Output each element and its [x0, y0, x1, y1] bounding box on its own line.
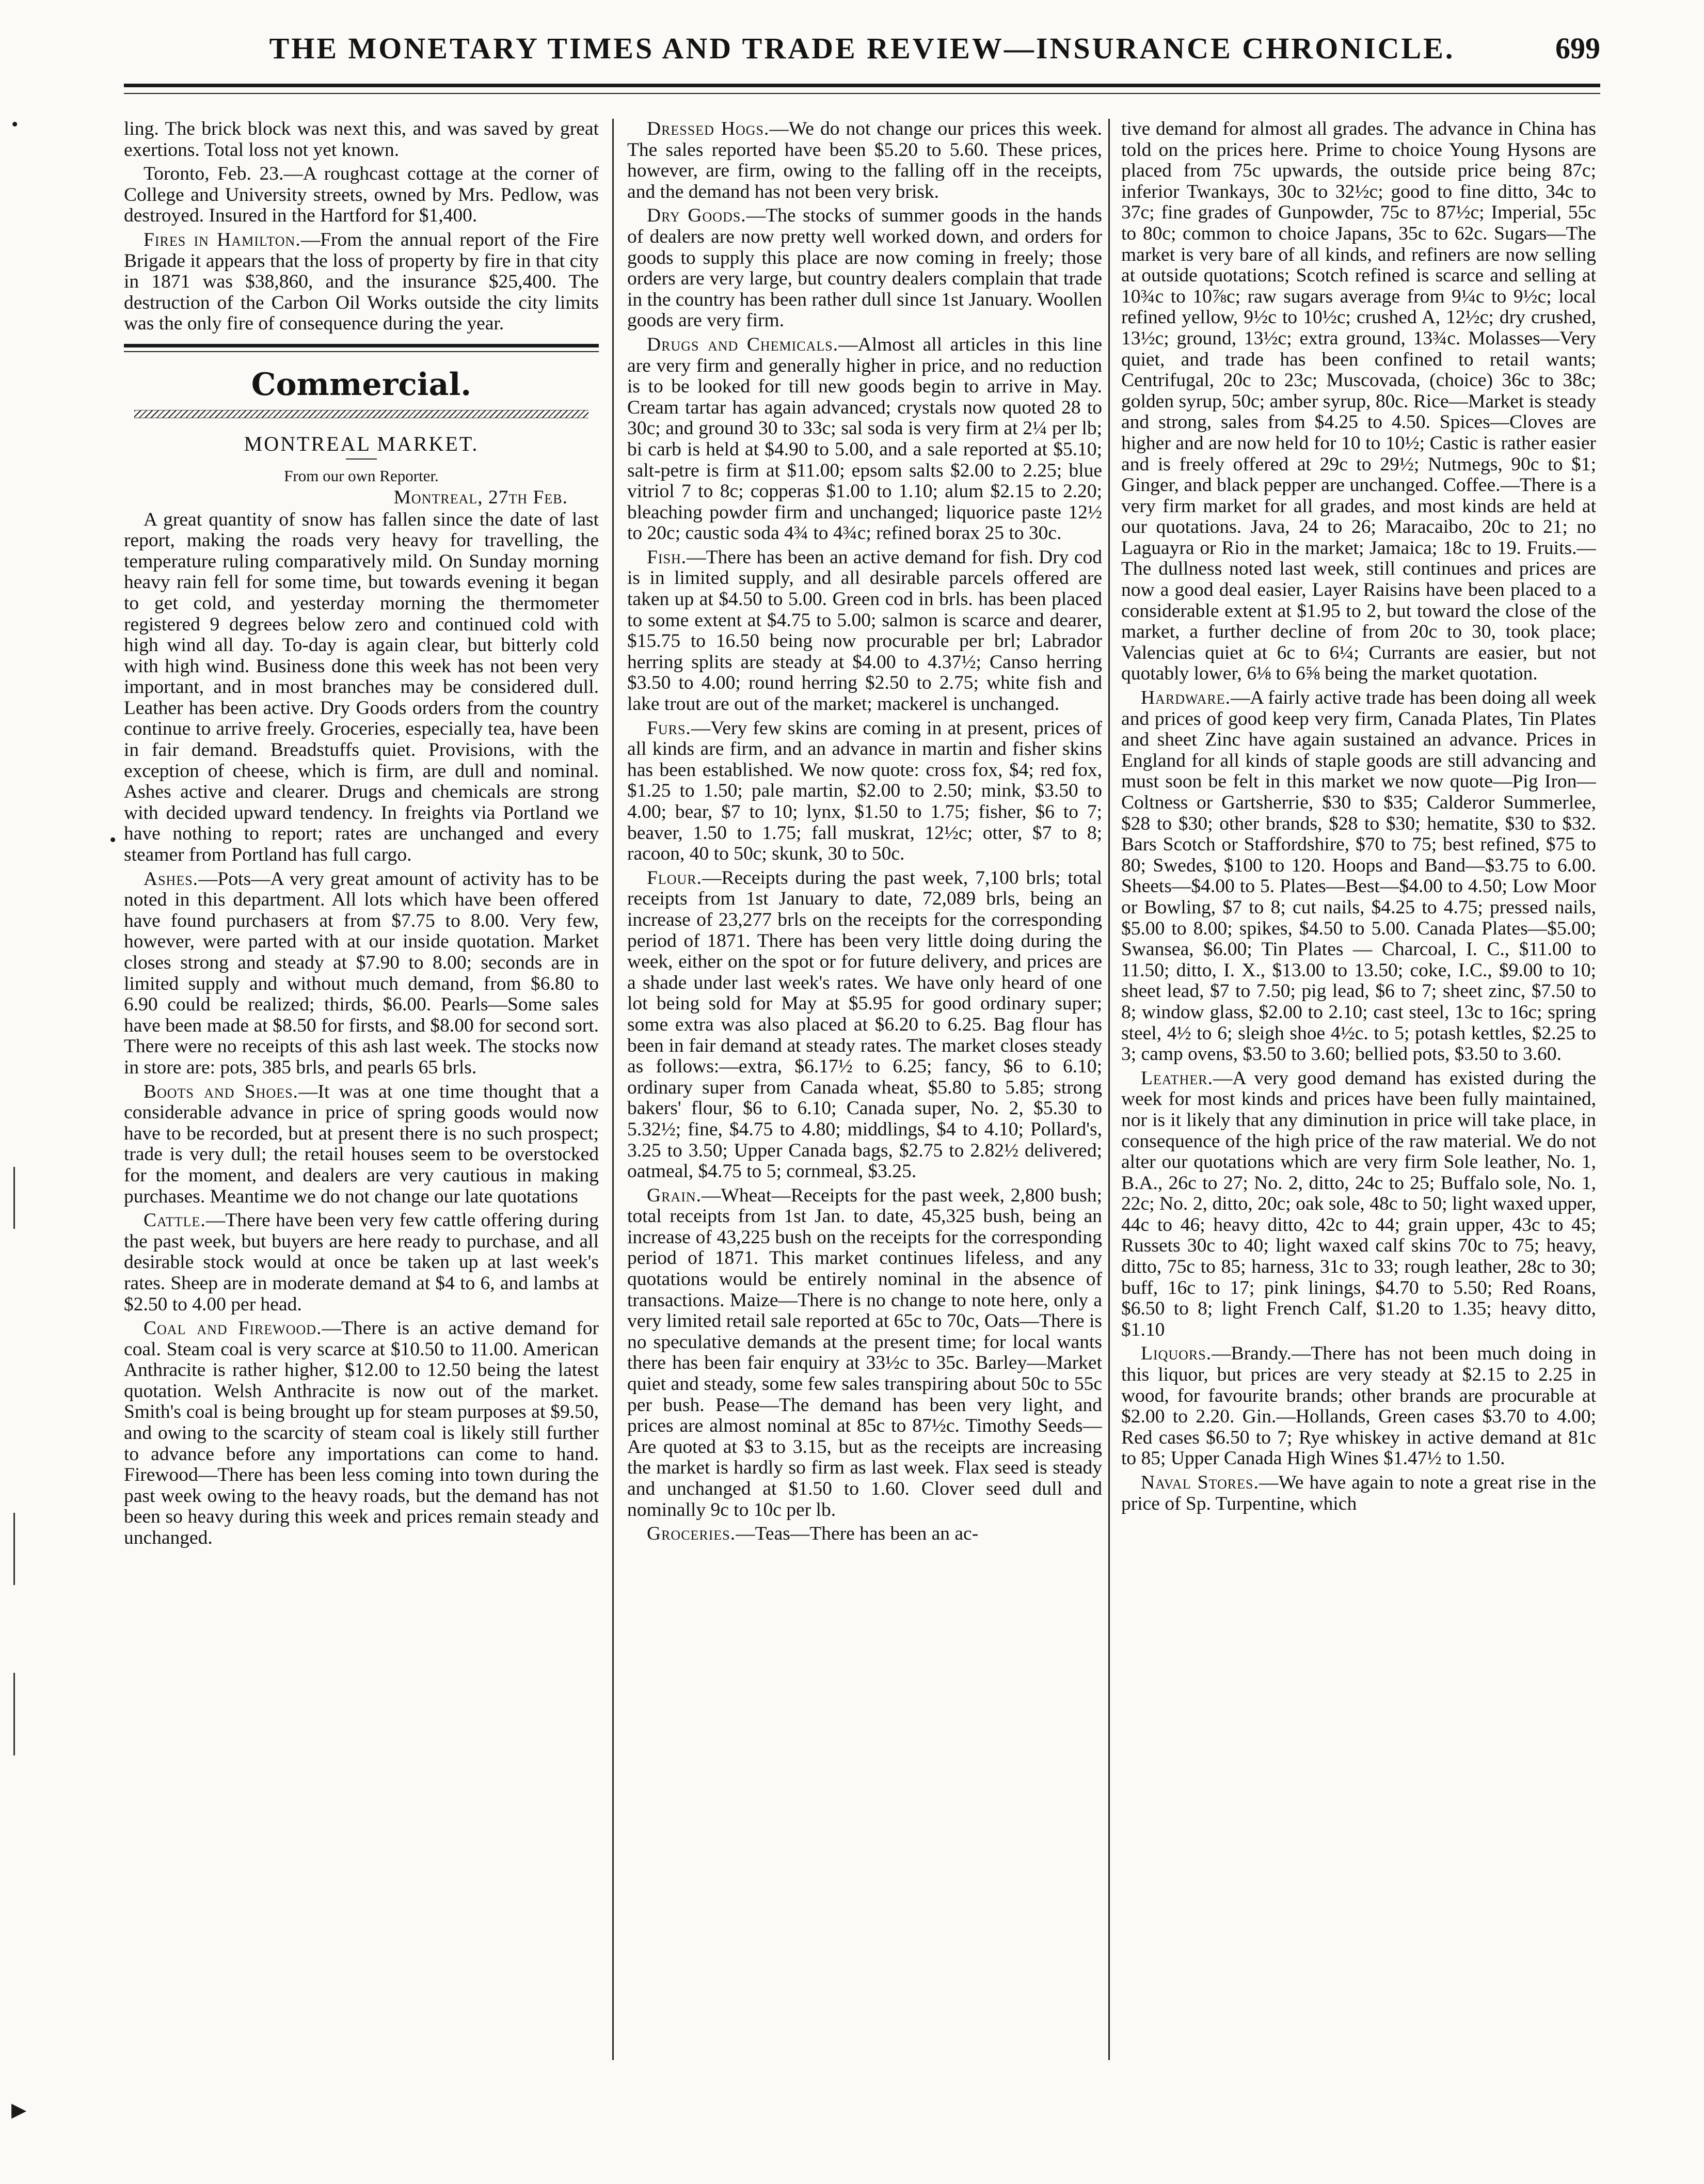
section-heading: Furs. — [647, 717, 691, 739]
header-rule-thin — [124, 93, 1600, 94]
paragraph — [627, 1185, 1102, 1521]
paragraph-text: —Very few skins are coming in at present, prices of all kinds are firm, and an advance in martin and fisher skins has been established. We now quote: cross fox, $4; red fox, $1.25 to 1.50; pale martin, $2.00 to 2.50; mink, $3.50 to 4.00; bear, $7 to 10; lynx, $1.50 to 1.75; fisher, $6 to 7; beaver, 1.50 to 1.75; fall muskrat, 12½c; otter, $7 to 8; racoon, 40 to 50c; skunk, 30 to 50c. — [627, 717, 1102, 865]
section-heading: Boots and Shoes. — [144, 1081, 298, 1102]
paragraph — [124, 869, 599, 1079]
article-title: MONTREAL MARKET. — [244, 432, 479, 455]
paragraph-text: —There is an active demand for coal. Steam coal is very scarce at $10.50 to 11.00. American Anthracite is rather higher, $12.00 to 12.50 being the latest quotation. Welsh Anthracite is now out of the market. Smith's coal is being brought up for steam purposes at $9.50, and owing to the scarcity of steam coal is likely still further to advance before any importations can come to hand. Firewood—There has been less coming into town during the past week owing to the heavy roads, but the demand has not been so heavy during this week and prices remain steady and unchanged. — [124, 1318, 599, 1549]
paragraph — [124, 1082, 599, 1208]
paragraph — [124, 230, 599, 335]
section-heading: Ashes. — [144, 868, 199, 890]
paragraph-text: —A fairly active trade has been doing all week and prices of good keep very firm, Canada Plates, Tin Plates and sheet Zinc have again sustained an advance. Prices in England for all kinds of staple goods are still advancing and must soon be felt in this market we now quote—Pig Iron—Coltness or Gartsherrie, $30 to $35; Calderor Summerlee, $28 to $30; other brands, $28 to $30; hematite, $30 to $32. Bars Scotch or Staffordshire, $70 to 75; best refined, $75 to 80; Swedes, $100 to 120. Hoops and Band—$3.75 to 6.00. Sheets—$4.00 to 5. Plates—Best—$4.00 to 4.50; Low Moor or Bowling, $7 to 8; cut nails, $4.25 to 4.75; pressed nails, $5.00 to 8.00; spikes, $4.50 to 5.00. Canada Plates—$5.00; Swansea, $6.00; Tin Plates — Charcoal, I. C., $11.00 to 11.50; ditto, I. X., $13.00 to 13.50; coke, I.C., $9.00 to 10; sheet lead, $7 to 7.50; pig lead, $6 to 7; sheet zinc, $7.50 to 8; window glass, $2.00 to 2.10; cast steel, 13c to 16c; spring steel, 4½ to 6; sleigh shoe 4½c. to 5; potash kettles, $2.25 to 3; camp ovens, $3.50 to 3.60; bellied pots, $3.50 to 3.60. — [1121, 687, 1596, 1065]
paragraph-text: —From the annual report of the Fire Brigade it appears that the loss of property by fire in that city in 1871 was $38,860, and the insurance $25,400. The destruction of the Carbon Oil Works outside the city limits was the only fire of consequence during the year. — [124, 229, 599, 335]
page-title: THE MONETARY TIMES AND TRADE REVIEW—INSURANCE CHRONICLE. — [269, 31, 1455, 65]
paragraph — [627, 718, 1102, 865]
paragraph-text: —Pots—A very great amount of activity has to be noted in this department. All lots which have been offered have found purchasers at from $7.75 to 8.00. Very few, however, were parted with at our inside quotation. Market closes strong and steady at $7.90 to 8.00; seconds are in limited supply and without much demand, from $6.80 to 6.90 could be realized; thirds, $6.00. Pearls—Some sales have been made at $8.50 for firsts, and $8.00 for second sort. There were no receipts of this ash last week. The stocks now in store are: pots, 385 brls, and pearls 65 brls. — [124, 868, 599, 1078]
title-dash — [346, 458, 377, 460]
section-heading: Fires in Hamilton. — [144, 229, 301, 250]
section-heading: Naval Stores. — [1141, 1472, 1259, 1493]
section-heading: Liquors. — [1141, 1343, 1212, 1365]
paragraph-text: —Almost all articles in this line are very firm and generally higher in price, and no reduction is to be looked for till new goods begin to arrive in May. Cream tartar has again advanced; crystals now quoted 28 to 30c; and ground 30 to 33c; sal soda is very firm at 2¼ per lb; bi carb is held at $4.90 to 5.00, and a sale reported at $5.10; salt-petre is firm at $11.00; epsom salts $2.00 to 2.25; blue vitriol 7 to 8c; copperas $1.00 to 1.10; alum $2.15 to 2.20; bleaching powder firm and unchanged; liquorice paste 12½ to 20c; caustic soda 4¾ to 4¾c; refined borax 25 to 30c. — [627, 334, 1102, 544]
paragraph: tive demand for almost all grades. The advance in China has told on the prices here. Prime to choice Young Hysons are placed from 75c upwards, the outside price being 87c; inferior Twankays, 30c to 32½c; good to fine ditto, 34c to 37c; fine grades of Gunpowder, 75c to 87½c; Imperial, 55c to 80c; common to choice Japans, 35c to 62c. Sugars—The market is very bare of all kinds, and refiners are now selling at outside quotations; Scotch refined is scarce and selling at 10¾c to 10⅞c; raw sugars average from 9¼c to 9½c; local refined yellow, 9½c to 10½c; crushed A, 12½c; dry crushed, 13½c; ground, 13½c; extra ground, 13¾c. Molasses—Very quiet, and trade has been confined to retail wants; Centrifugal, 20c to 23c; Muscovada, (choice) 36c to 38c; golden syrup, 50c; amber syrup, 80c. Rice—Market is steady and strong, sales from $4.25 to 4.50. Spices—Cloves are higher and are now held for 10 to 10½; Castic is rather easier and is freely offered at 29c to 29½; Nutmegs, 90c to $1; Ginger, and black pepper are unchanged. Coffee.—There is a very firm market for all grades, and most kinds are held at our quotations. Java, 24 to 26; Maracaibo, 20c to 21; no Laguayra or Rio in the market; Jamaica; 18c to 19. Fruits.—The dullness noted last week, still continues and prices are now a good deal easier, Layer Raisins have been placed to a considerable extent at $1.95 to 2, but toward the close of the market, a further decline of from 20c to 30, took place; Valencias quiet at 6c to 6¼; Currants are easier, but not quotably lower, 6⅛ to 6⅝ being the market quotation. — [1121, 119, 1596, 685]
column-2 — [627, 119, 1102, 2050]
paragraph: Toronto, Feb. 23.—A roughcast cottage at the corner of College and University streets, owned by Mrs. Pedlow, was destroyed. Insured in the Hartford for $1,400. — [124, 163, 599, 227]
dateline: Montreal, 27th Feb. — [393, 486, 568, 508]
paragraph-text: —There have been very few cattle offering during the past week, but buyers are here ready to purchase, and all desirable stock would at once be taken up at last week's rates. Sheep are in moderate demand at $4 to 6, and lambs at $2.50 to 4.00 per head. — [124, 1210, 599, 1315]
section-title-commercial: Commercial. — [251, 366, 472, 403]
paragraph-text: —Brandy.—There has not been much doing in this liquor, but prices are very steady at $2.15 to 2.25 in wood, for favourite brands; other brands are procurable at $2.00 to 2.20. Gin.—Hollands, Green cases $3.70 to 4.00; Red cases $6.50 to 7; Rye whiskey in active demand at 81c to 85; Upper Canada High Wines $1.47½ to 1.50. — [1121, 1343, 1596, 1469]
section-heading: Groceries. — [647, 1523, 736, 1545]
section-heading: Flour. — [647, 867, 703, 889]
margin-bracket — [13, 1513, 15, 1585]
paragraph-text: —Teas—There has been an ac- — [736, 1523, 979, 1545]
paragraph: A great quantity of snow has fallen since the date of last report, making the roads very heavy for travelling, the temperature ruling comparatively mild. On Sunday morning heavy rain fell for some time, but towards evening it began to get cold, and yesterday morning the thermometer registered 9 degrees below zero and continued cold with high wind all day. To-day is again clear, but bitterly cold with high wind. Business done this week has not been very important, and in most branches may be considered dull. Leather has been active. Dry Goods orders from the country continue to arrive freely. Groceries, especially tea, have been in fair demand. Breadstuffs quiet. Provisions, with the exception of cheese, which is firm, are dull and nominal. Ashes active and clearer. Drugs and chemicals are strong with decided upward tendency. In freights via Portland we have nothing to report; rates are unchanged and every steamer from Portland has full cargo. — [124, 509, 599, 866]
paragraph: ling. The brick block was next this, and was saved by great exertions. Total loss not yet known. — [124, 119, 599, 161]
paragraph-text: —Wheat—Receipts for the past week, 2,800 bush; total receipts from 1st Jan. to date, 45,325 bush, being an increase of 43,225 bush on the receipts for the corresponding period of 1871. This market continues lifeless, and any quotations would be entirely nominal in the absence of transactions. Maize—There is no change to note here, only a very limited retail sale reported at 65c to 70c, Oats—There is no speculative demands at the present time; for local wants there has been fair enquiry at 33½c to 35c. Barley—Market quiet and steady, some few sales transpiring about 50c to 55c per bush. Pease—The demand has been very light, and prices are almost nominal at 85c to 87½c. Timothy Seeds—Are quoted at $3 to 3.15, but as the receipts are increasing the market is hardly so firm as last week. Flax seed is steady and unchanged at $1.50 to 1.60. Clover seed dull and nominally 9c to 10c per lb. — [627, 1184, 1102, 1521]
paragraph-text: —There has been an active demand for fish. Dry cod is in limited supply, and all desirable parcels offered are taken up at $4.50 to 5.00. Green cod in brls. has been placed to some extent at $4.75 to 5.00; salmon is scarce and dearer, $15.75 to 16.50 being now procurable per brl; Labrador herring splits are steady at $4.00 to 4.37½; Canso herring $3.50 to 4.00; round herring $2.50 to 2.75; white fish and lake trout are out of the market; mackerel is unchanged. — [627, 546, 1102, 715]
section-heading: Coal and Firewood. — [144, 1318, 322, 1339]
paragraph-text: —The stocks of summer goods in the hands of dealers are now pretty well worked down, and orders for goods to supply this place are now coming in freely; those orders are very large, but country dealers complain that trade in the country has been rather dull since 1st January. Woollen goods are very firm. — [627, 205, 1102, 331]
section-heading: Drugs and Chemicals. — [647, 334, 839, 355]
paragraph-text: —We do not change our prices this week. The sales reported have been $5.20 to 5.60. These prices, however, are firm, owing to the falling off in the receipts, and the demand has not been very brisk. — [627, 119, 1102, 202]
header-rule-thick — [124, 84, 1600, 87]
paragraph — [627, 547, 1102, 715]
margin-bracket — [13, 1167, 15, 1229]
paragraph — [1121, 1068, 1596, 1341]
paragraph — [1121, 688, 1596, 1065]
section-heading: Dressed Hogs. — [647, 119, 770, 139]
paragraph — [1121, 1473, 1596, 1514]
byline: From our own Reporter. — [284, 466, 439, 485]
paragraph — [627, 205, 1102, 331]
margin-bracket — [13, 1673, 15, 1755]
paragraph — [627, 868, 1102, 1182]
ornamental-rule — [134, 410, 588, 418]
section-separator — [124, 342, 599, 356]
paragraph — [627, 1524, 1102, 1545]
column-divider — [1108, 119, 1110, 2060]
page-number: 699 — [1555, 31, 1600, 65]
paragraph — [1121, 1343, 1596, 1469]
section-heading: Cattle. — [144, 1210, 206, 1231]
paragraph-text: —We have again to note a great rise in the price of Sp. Turpentine, which — [1121, 1472, 1596, 1514]
paragraph — [627, 335, 1102, 544]
paragraph — [627, 119, 1102, 202]
column-3 — [1121, 119, 1596, 2050]
section-heading: Grain. — [647, 1184, 702, 1206]
paragraph — [124, 1210, 599, 1315]
margin-mark: • — [109, 829, 117, 851]
paragraph-text: —A very good demand has existed during the week for most kinds and prices have been fully maintained, nor is it likely that any diminution in price will take place, in consequence of the high price of the raw material. We do not alter our quotations which are very firm Sole leather, No. 1, B.A., 26c to 27; No. 2, ditto, 24c to 25; Buffalo sole, No. 1, 22c; No. 2, ditto, 20c; oak sole, 48c to 50; light waxed upper, 44c to 46; heavy ditto, 42c to 44; grain upper, 43c to 45; Russets 30c to 40; light waxed calf skins 70c to 75; heavy, ditto, 75c to 85; harness, 31c to 33; rough leather, 28c to 30; buff, 16c to 17; pink linings, $4.70 to 5.50; Red Roans, $6.50 to 8; light French Calf, $1.20 to 1.35; heavy ditto, $1.10 — [1121, 1067, 1596, 1340]
paragraph — [124, 1318, 599, 1549]
paragraph-text: —Receipts during the past week, 7,100 brls; total receipts from 1st January to date, 72,089 brls, being an increase of 23,277 brls on the receipts for the corresponding period of 1871. There has been very little doing during the week, either on the spot or for future delivery, and prices are a shade under last week's rates. We have only heard of one lot being sold for May at $5.95 for good ordinary super; some extra was also placed at $6.20 to 6.25. Bag flour has been in fair demand at steady rates. The market closes steady as follows:—extra, $6.17½ to 6.25; fancy, $6 to 6.10; ordinary super from Canada wheat, $5.80 to 5.85; strong bakers' flour, $6 to 6.10; Canada super, No. 2, $5.30 to 5.32½; fine, $4.75 to 4.80; middlings, $4 to 4.10; Pollard's, 3.25 to 3.50; Upper Canada bags, $2.75 to 2.82½ delivered; oatmeal, $4.75 to 5; cornmeal, $3.25. — [627, 867, 1102, 1182]
column-divider — [612, 119, 614, 2060]
paragraph-text: —It was at one time thought that a considerable advance in price of spring goods would now have to be recorded, but at present there is no such prospect; trade is very dull; the retail houses seem to be overstocked for the moment, and dealers are very cautious in making purchases. Meantime we do not change our late quotations — [124, 1081, 599, 1207]
section-heading: Hardware. — [1141, 687, 1231, 709]
section-heading: Leather. — [1141, 1067, 1213, 1089]
section-heading: Fish. — [647, 546, 687, 568]
column-1 — [124, 119, 599, 2050]
margin-mark: • — [11, 114, 19, 135]
page-header — [124, 27, 1600, 99]
section-heading: Dry Goods. — [647, 205, 746, 227]
margin-mark: ▶ — [11, 2099, 27, 2121]
